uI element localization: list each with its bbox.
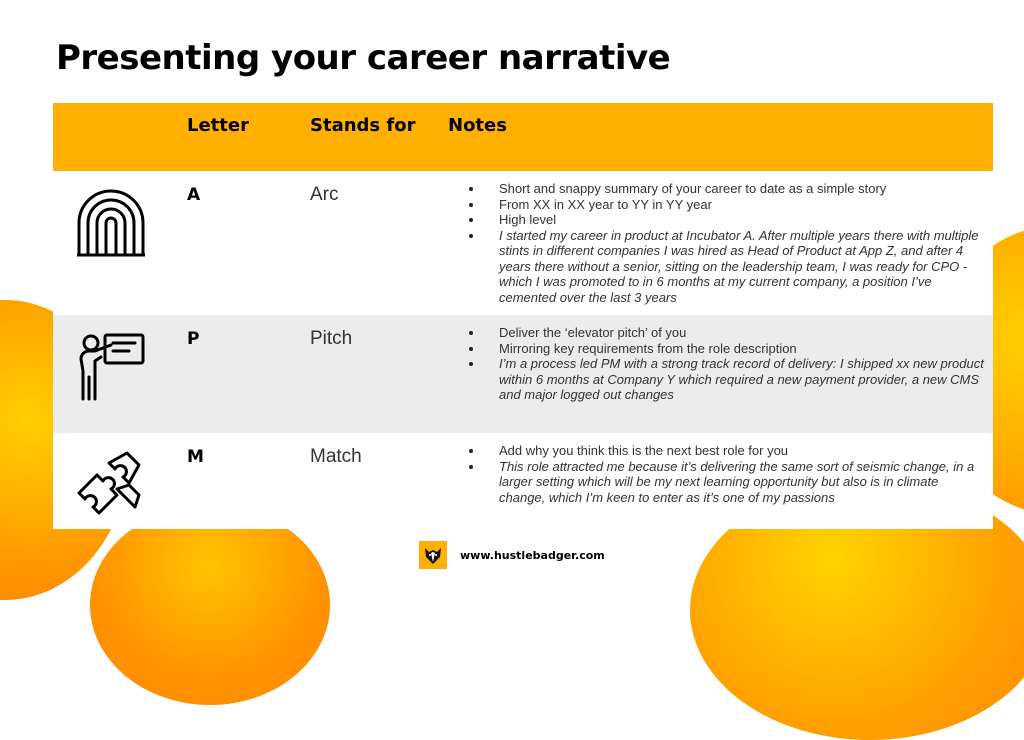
notes-list-arc xyxy=(466,181,988,305)
header-letter: Letter xyxy=(187,115,249,136)
decor-blob-bottom-left xyxy=(90,505,330,705)
letter-p: P xyxy=(187,329,200,349)
notes-list-pitch xyxy=(466,325,988,403)
list-item: Short and snappy summary of your career to date as a simple story xyxy=(466,181,988,197)
puzzle-pieces-icon xyxy=(73,447,149,523)
table-row-arc xyxy=(53,171,993,315)
table-header xyxy=(53,103,993,171)
list-item: This role attracted me because it’s delivering the same sort of seismic change, in a larger setting which will be my next learning opportunity but also is in climate change, which I’m keen to enter as it’s one of my passions xyxy=(466,459,988,506)
narrative-table xyxy=(53,103,993,529)
notes-list-match xyxy=(466,443,988,505)
list-item: Deliver the ‘elevator pitch’ of you xyxy=(466,325,988,341)
stands-for-match: Match xyxy=(310,446,362,467)
header-stands-for: Stands for xyxy=(310,115,416,136)
list-item: Add why you think this is the next best role for you xyxy=(466,443,988,459)
page-title: Presenting your career narrative xyxy=(56,38,671,78)
website-link[interactable]: www.hustlebadger.com xyxy=(460,548,605,562)
table-row-pitch xyxy=(53,315,993,433)
stands-for-arc: Arc xyxy=(310,184,339,205)
stands-for-pitch: Pitch xyxy=(310,328,353,349)
list-item: High level xyxy=(466,212,988,228)
list-item: From XX in XX year to YY in YY year xyxy=(466,197,988,213)
list-item: Mirroring key requirements from the role description xyxy=(466,341,988,357)
table-row-match xyxy=(53,433,993,529)
list-item: I started my career in product at Incubator A. After multiple years there with multiple stints in different companies I was hired as Head of Product at App Z, and after 4 years there without a senior, sitting on the leadership team, I was ready for CPO - which I was promoted to in 6 months at my current company, a position I’ve cemented over the last 3 years xyxy=(466,228,988,306)
letter-a: A xyxy=(187,185,201,205)
footer xyxy=(419,540,605,570)
list-item: I’m a process led PM with a strong track record of delivery: I shipped xx new product within 6 months at Company Y which required a new payment provider, a new CMS and major logged out changes xyxy=(466,356,988,403)
presenter-board-icon xyxy=(73,329,149,405)
letter-m: M xyxy=(187,447,204,467)
header-notes: Notes xyxy=(448,115,507,136)
rainbow-arc-icon xyxy=(73,185,149,261)
badger-icon xyxy=(419,541,447,569)
